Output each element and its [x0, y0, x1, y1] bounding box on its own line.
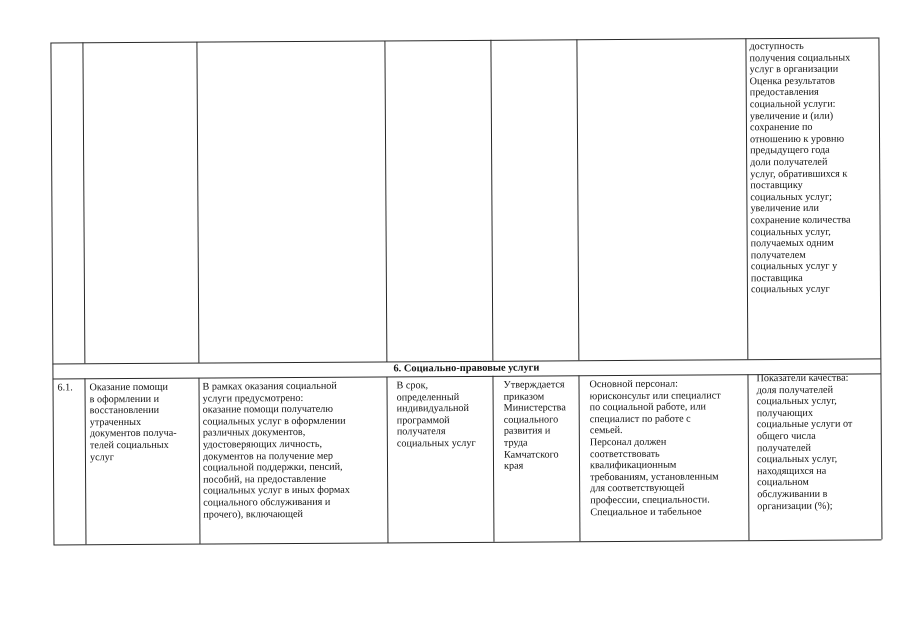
- column-rule: [198, 378, 200, 544]
- column-rule: [576, 39, 579, 360]
- column-rule: [745, 38, 748, 359]
- quality-indicators-cell: Показатели качества: доля получателей социальных услуг, получающих социальные услуги от общего числа получателей социальных услуг, находящихся на социальном обслуживании в организации (%);: [756, 372, 853, 512]
- column-rule: [196, 42, 199, 363]
- column-rule: [747, 374, 749, 540]
- service-description-cell: В рамках оказания социальной услуги предусмотрено: оказание помощи получателю социальных услуг в оформлении различных документов, удостоверяющих личность, документов на получение мер социальной поддержки, пенсий, пособий, на предоставление социальных услуг в иных формах социального обслуживания и прочего), включающей: [202, 380, 350, 521]
- column-rule: [490, 40, 493, 361]
- service-name-cell: Оказание помощи в оформлении и восстановлении утраченных документов получа- телей социальных услуг: [89, 381, 177, 463]
- conditions-cell: Основной персонал: юрисконсульт или специалист по социальной работе, или специалист по работе с семьей. Персонал должен соответствовать квалификационным требованиям, установленным для соответствующей профессии, специальности. Специальное и табельное: [589, 378, 721, 518]
- table-bottom-border: [53, 539, 881, 545]
- table-right-border: [878, 37, 882, 539]
- service-term-cell: В срок, определенный индивидуальной программой получателя социальных услуг: [396, 380, 476, 450]
- column-rule: [84, 378, 86, 544]
- tariff-cell: Утверждается приказом Министерства социального развития и труда Камчатского края: [503, 379, 566, 472]
- quality-indicators-cell: доступность получения социальных услуг в организации Оценка результатов предоставления социальной услуги: увеличение и (или) сохранение по отношению к уровню предыдущего года доли получателей услуг, обратившихся к поставщику социальных услуг; увеличение или сохранение количества социальных услуг, получаемых одним получателем социальных услуг у поставщика социальных услуг: [749, 40, 851, 296]
- column-rule: [384, 40, 387, 361]
- column-rule: [492, 376, 494, 542]
- section-title: 6. Социально-правовые услуги: [393, 362, 540, 375]
- column-rule: [82, 42, 85, 363]
- column-rule: [386, 376, 388, 542]
- column-rule: [578, 375, 580, 541]
- table-left-border: [50, 42, 54, 544]
- row-number: 6.1.: [57, 382, 73, 394]
